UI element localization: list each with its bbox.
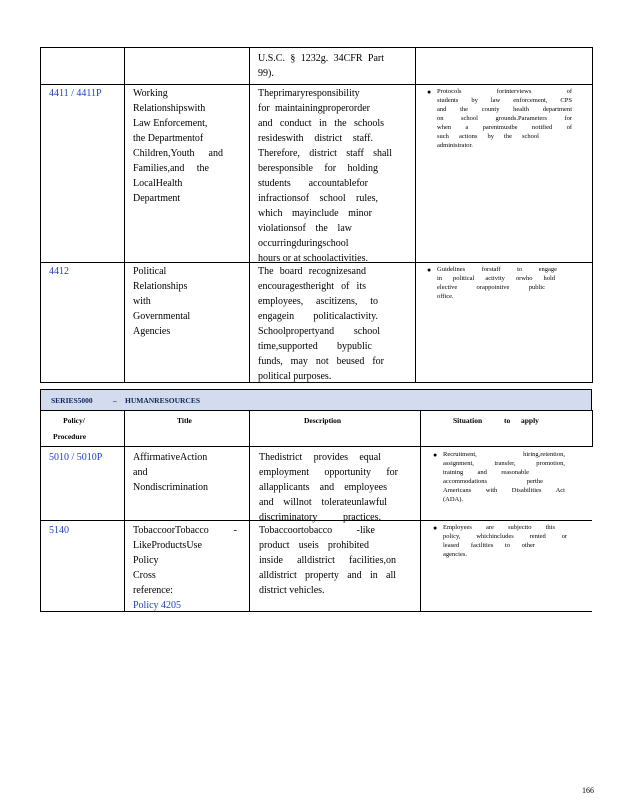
text-line: inside alldistrict facilities,on <box>259 555 396 566</box>
text-line: employment opportunity for <box>259 467 398 478</box>
text-line: elective orappointive public <box>437 284 545 291</box>
text-line: Theprimaryresponsibility <box>258 88 360 99</box>
text-line: engagein politicalactivity. <box>258 311 378 322</box>
table-rule <box>40 84 592 85</box>
text-line: Children,Youth and <box>133 148 223 159</box>
table-rule <box>420 410 421 612</box>
text-line: office. <box>437 293 454 300</box>
text-line: such actions by the school <box>437 133 539 140</box>
text-line: infractionsof school rules, <box>258 193 378 204</box>
table-rule <box>592 410 593 447</box>
text-line: students by law enforcement, CPS <box>437 97 572 104</box>
text-line: and the county health department <box>437 106 572 113</box>
text-line: reference: <box>133 585 173 596</box>
text-line: students accountablefor <box>258 178 368 189</box>
text-line: Recruitment, hiring,retention, <box>443 451 565 458</box>
policy-title <box>133 264 190 339</box>
bullet-icon: ● <box>427 88 432 96</box>
text-line: policy, whichincludes rented or <box>443 533 567 540</box>
text-line: product useis prohibited <box>259 540 369 551</box>
text-line: violationsof the law <box>258 223 352 234</box>
text-line: Guidelines forstaff to engage <box>437 266 557 273</box>
policy-code: 5140 <box>49 525 69 536</box>
policy-title <box>133 450 208 495</box>
text-line: occurringduringschool <box>258 238 349 249</box>
policy-situation <box>443 523 567 559</box>
text-line: Employees are subjectto this <box>443 524 555 531</box>
bullet-icon: ● <box>433 451 438 459</box>
policy-description <box>259 523 396 598</box>
text-line: beresponsible for holding <box>258 163 378 174</box>
text-line: for maintainingproperorder <box>258 103 370 114</box>
text-line: encouragestheright of its <box>258 281 366 292</box>
table-rule <box>124 410 125 612</box>
text-line: Tobaccoortobacco -like <box>259 525 375 536</box>
header-procedure: Procedure <box>53 432 87 441</box>
header-policy <box>63 416 85 425</box>
text-line: Schoolpropertyand school <box>258 326 380 337</box>
text-line: Relationships <box>133 281 188 292</box>
text-line: Department <box>133 193 181 204</box>
header-situation: Situation <box>453 416 483 425</box>
table-rule <box>40 611 592 612</box>
table-rule <box>249 410 250 612</box>
table-rule <box>40 47 41 383</box>
text-line: Governmental <box>133 311 191 322</box>
policy-code: 4412 <box>49 266 69 277</box>
bullet-icon: ● <box>433 524 438 532</box>
policy-title <box>133 523 237 613</box>
text-line: district vehicles. <box>259 585 325 596</box>
text-line: resideswith district staff. <box>258 133 373 144</box>
bullet-icon: ● <box>427 266 432 274</box>
text-line: Nondiscrimination <box>133 482 208 493</box>
text-line: Americans with Disabilities Act <box>443 487 565 494</box>
text-line: alldistrict property and in all <box>259 570 396 581</box>
text-line: Political <box>133 266 167 277</box>
text-line: Families,and the <box>133 163 209 174</box>
text-line: training and reasonable <box>443 469 529 476</box>
table-rule <box>249 47 250 383</box>
table-rule <box>40 410 41 612</box>
continuation-text <box>258 51 384 81</box>
text-line: Policy <box>133 555 159 566</box>
text-line: 99). <box>258 68 274 79</box>
text-line: employees, ascitizens, to <box>258 296 378 307</box>
series-name: HUMANRESOURCES <box>125 396 201 405</box>
text-line: Relationshipswith <box>133 103 206 114</box>
text-line: LocalHealth <box>133 178 183 189</box>
text-line: Thedistrict provides equal <box>259 452 381 463</box>
text-line: administrator. <box>437 142 473 149</box>
text-line: assignment, transfer, promotion, <box>443 460 565 467</box>
text-line: leased facilities to other <box>443 542 535 549</box>
table-rule <box>40 47 592 48</box>
text-line: funds, may not beused for <box>258 356 384 367</box>
policy-situation <box>437 265 557 301</box>
cross-reference-link[interactable]: Policy 4205 <box>133 600 182 611</box>
text-line: Working <box>133 88 168 99</box>
policy-description <box>258 264 384 384</box>
text-line: allapplicants and employees <box>259 482 387 493</box>
table-rule <box>415 47 416 383</box>
policy-description <box>258 86 392 266</box>
text-line: Policy/ <box>63 416 85 425</box>
table-rule <box>124 47 125 383</box>
text-line: The board recognizesand <box>258 266 366 277</box>
header-title: Title <box>177 416 192 425</box>
text-line: the Departmentof <box>133 133 204 144</box>
text-line: on school grounds.Parameters for <box>437 115 572 122</box>
text-line: political purposes. <box>258 371 332 382</box>
text-line: Cross <box>133 570 156 581</box>
text-line: and willnot tolerateunlawful <box>259 497 387 508</box>
policy-code: 4411 / 4411P <box>49 88 102 99</box>
text-line: and <box>133 467 148 478</box>
page-number: 166 <box>582 786 594 795</box>
table-rule <box>40 446 592 447</box>
text-line: agencies. <box>443 551 468 558</box>
text-line: U.S.C. § 1232g. 34CFR Part <box>258 53 384 64</box>
text-line: Agencies <box>133 326 171 337</box>
text-line: Protocols forinterviews of <box>437 88 572 95</box>
header-apply: apply <box>521 416 539 425</box>
text-line: (ADA). <box>443 496 464 503</box>
text-line: discriminatory practices. <box>259 512 381 523</box>
text-line: which mayinclude minor <box>258 208 372 219</box>
text-line: and conduct in the schools <box>258 118 384 129</box>
header-to: to <box>504 416 511 425</box>
text-line: Therefore, district staff shall <box>258 148 392 159</box>
policy-title <box>133 86 223 206</box>
text-line: in political activity orwho hold <box>437 275 555 282</box>
text-line: time,supported bypublic <box>258 341 372 352</box>
text-line: when a parentmustbe notified of <box>437 124 572 131</box>
header-description: Description <box>304 416 342 425</box>
series-header <box>40 389 592 411</box>
policy-situation <box>437 87 572 150</box>
policy-code: 5010 / 5010P <box>49 452 103 463</box>
text-line: with <box>133 296 151 307</box>
text-line: TobaccoorTobacco - <box>133 525 237 536</box>
text-line: hours or at schoolactivities. <box>258 253 368 264</box>
series-dash: – <box>113 396 117 405</box>
table-rule <box>592 47 593 383</box>
text-line: accommodations perthe <box>443 478 543 485</box>
text-line: Law Enforcement, <box>133 118 208 129</box>
series-label: SERIES5000 <box>51 396 93 405</box>
text-line: AffirmativeAction <box>133 452 208 463</box>
policy-situation <box>443 450 565 504</box>
text-line: LikeProductsUse <box>133 540 202 551</box>
policy-description <box>259 450 398 525</box>
